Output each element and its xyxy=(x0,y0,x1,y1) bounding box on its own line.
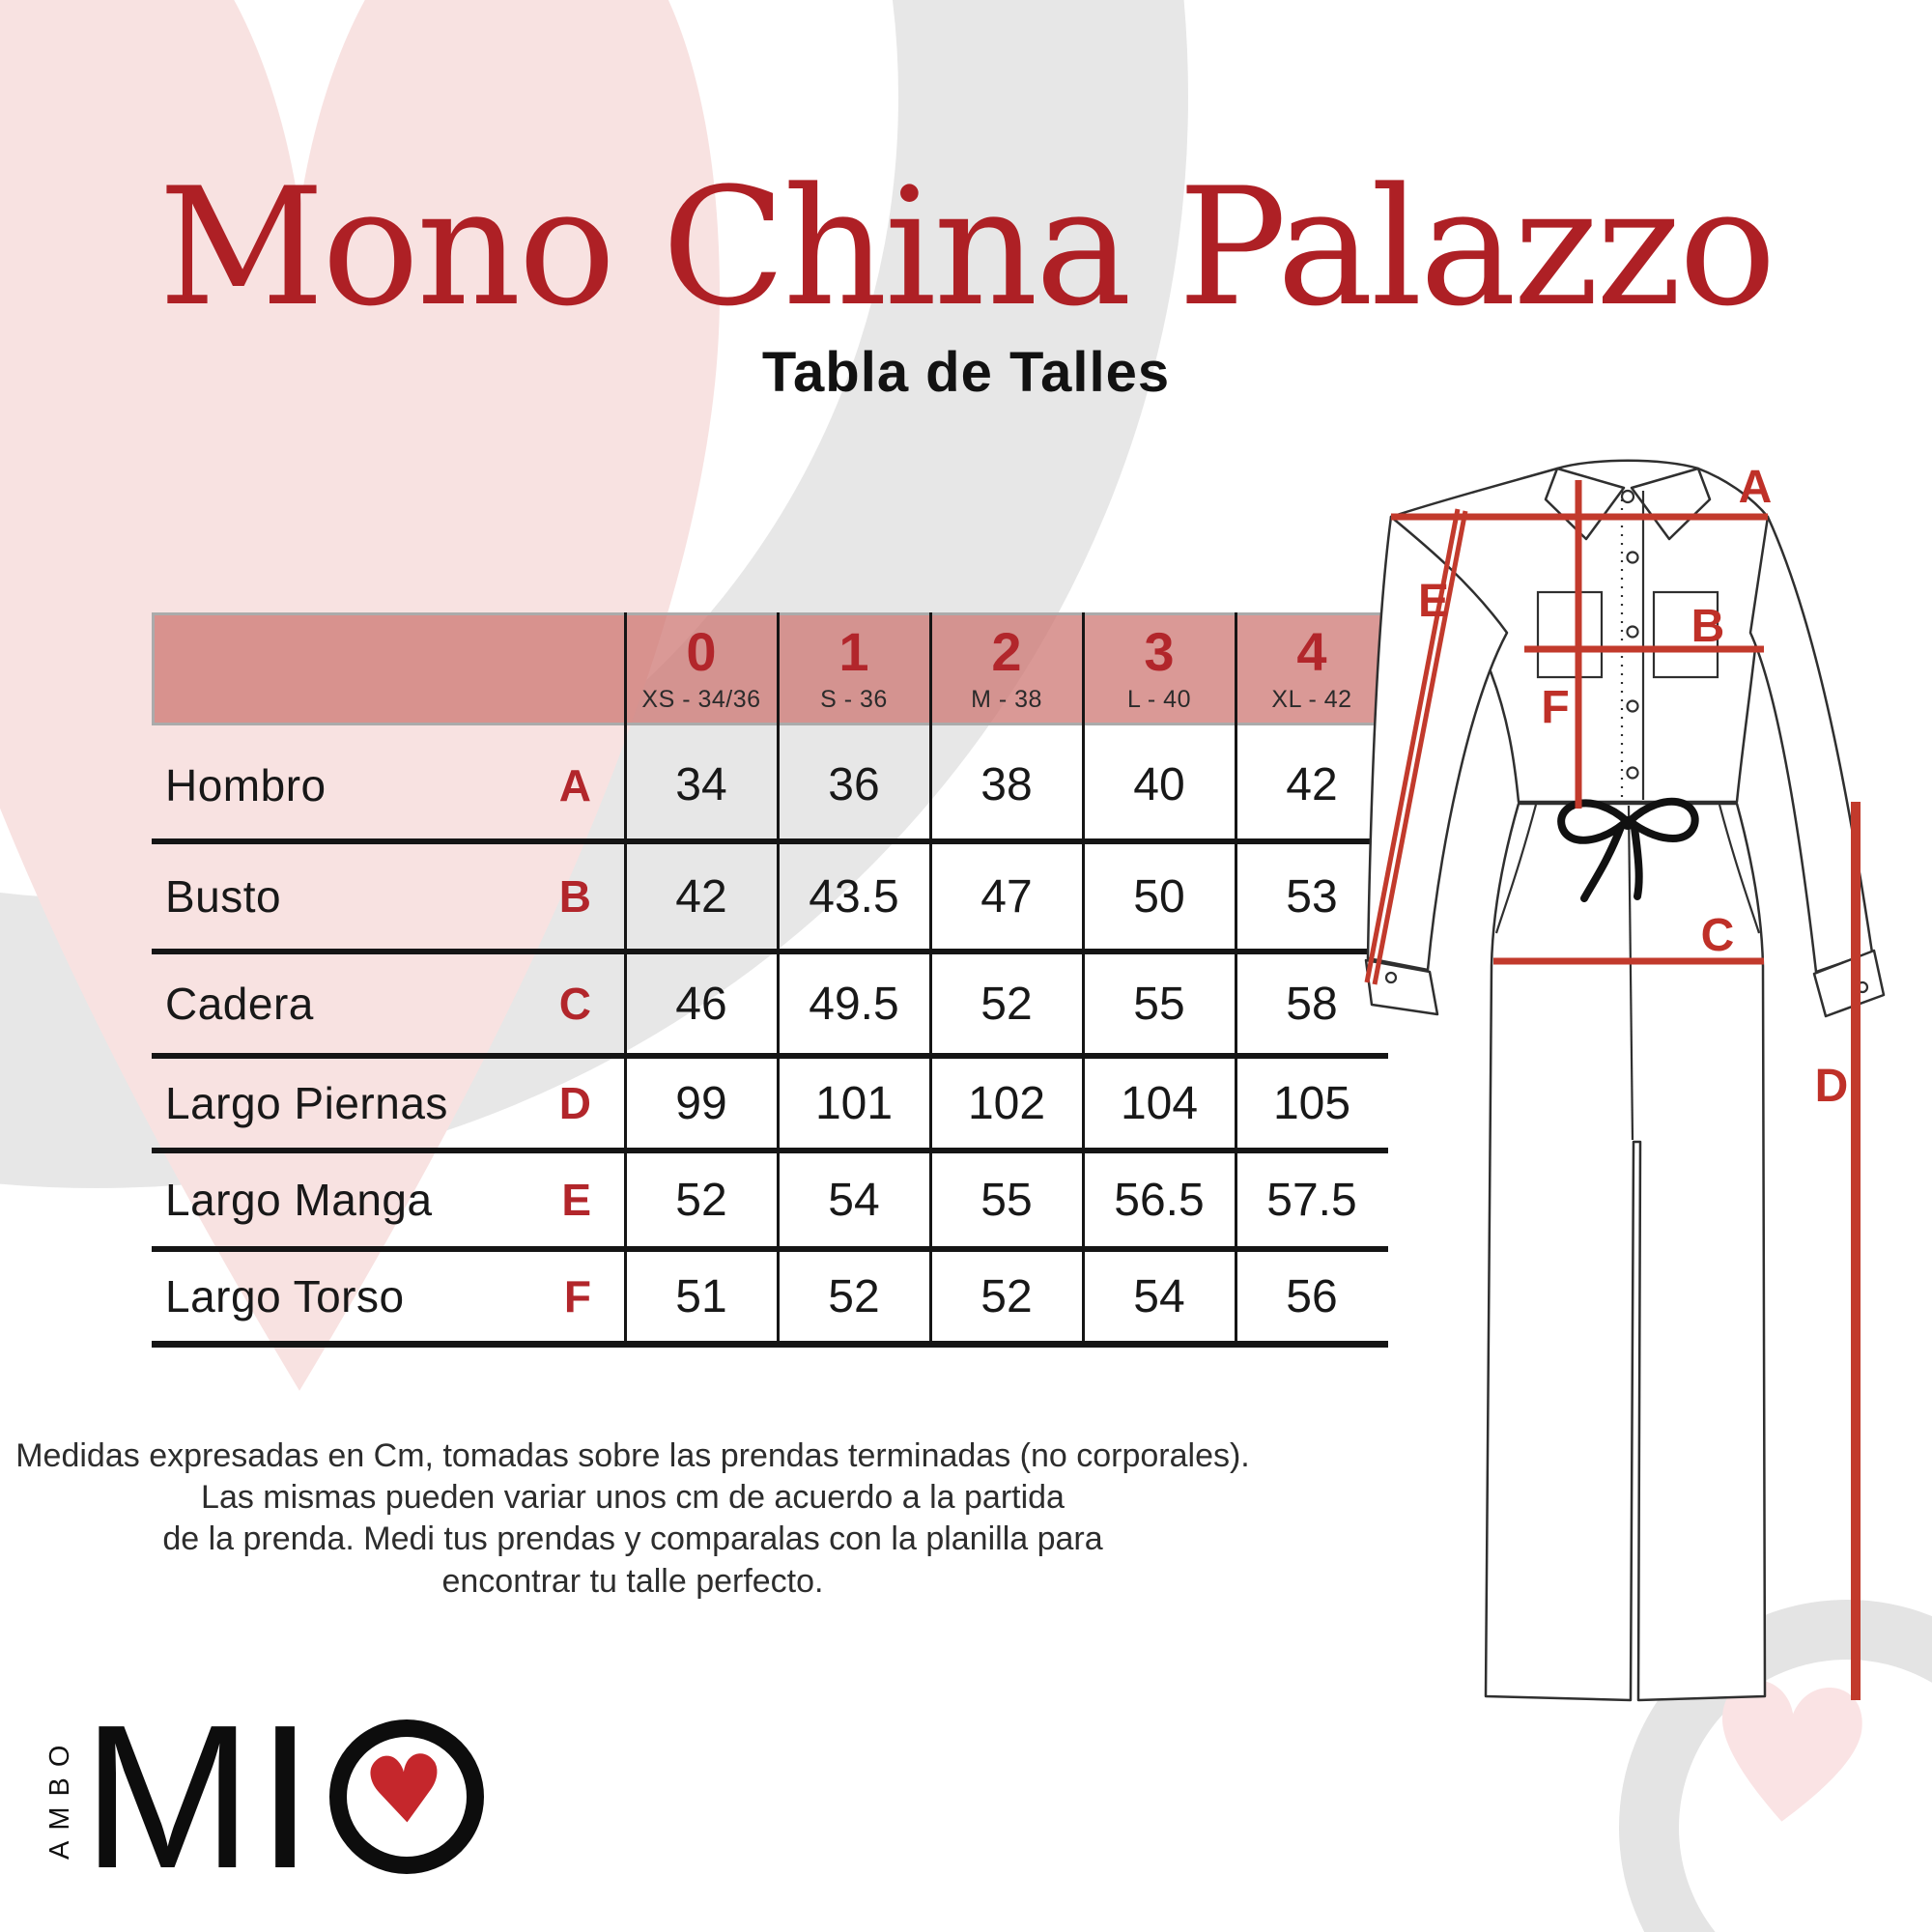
measurement-value: 102 xyxy=(967,1077,1046,1129)
bow-knot xyxy=(1621,816,1634,830)
logo-o-ring xyxy=(329,1719,484,1874)
measurement-value: 105 xyxy=(1272,1077,1351,1129)
size-number: 4 xyxy=(1296,621,1327,682)
logo-main-text: MI xyxy=(82,1682,318,1911)
measurement-value: 55 xyxy=(980,1174,1033,1226)
measurement-value: 38 xyxy=(980,759,1033,810)
size-column-header xyxy=(625,616,778,723)
measurement-value: 53 xyxy=(1286,870,1338,923)
logo-vertical-text: AMBO xyxy=(44,1734,75,1860)
size-equivalence-label: XS - 34/36 xyxy=(641,686,761,713)
page-subtitle: Tabla de Talles xyxy=(761,341,1171,404)
measurement-value: 46 xyxy=(675,978,727,1030)
measurement-value: 101 xyxy=(814,1077,894,1129)
measurement-value: 51 xyxy=(675,1270,727,1322)
measurement-value: 56.5 xyxy=(1114,1174,1205,1226)
size-column-header xyxy=(1083,616,1236,723)
measurement-value: 40 xyxy=(1133,759,1185,810)
table-row xyxy=(152,844,1388,949)
footnote-line: encontrar tu talle perfecto. xyxy=(441,1562,824,1600)
table-row xyxy=(152,954,1388,1053)
measurement-name: Hombro xyxy=(165,759,327,810)
logo-heart-icon: ♥ xyxy=(358,1733,450,1848)
table-row xyxy=(152,1153,1388,1246)
diagram-label-E: E xyxy=(1417,576,1450,627)
footnote-line: Las mismas pueden variar unos cm de acuerdo a la partida xyxy=(201,1479,1065,1517)
size-equivalence-label: S - 36 xyxy=(820,686,888,713)
measurement-letter: A xyxy=(558,759,591,810)
diagram-label-D: D xyxy=(1814,1061,1849,1112)
measurement-value: 58 xyxy=(1286,978,1338,1030)
size-column-header xyxy=(930,616,1083,723)
size-number: 0 xyxy=(686,621,717,682)
measurement-name: Cadera xyxy=(165,979,314,1029)
measurement-value: 42 xyxy=(675,870,727,923)
measurement-value: 104 xyxy=(1120,1077,1199,1129)
measurement-letter: E xyxy=(561,1175,591,1225)
jumpsuit-diagram xyxy=(1350,444,1932,1729)
measurement-value: 42 xyxy=(1286,759,1338,810)
measurement-letter: C xyxy=(558,979,591,1029)
diagram-label-C: C xyxy=(1700,910,1735,961)
table-row xyxy=(152,1252,1388,1341)
diagram-label-F: F xyxy=(1541,682,1570,733)
size-equivalence-label: L - 40 xyxy=(1126,686,1191,713)
size-column-header xyxy=(778,616,930,723)
diagram-label-B: B xyxy=(1690,601,1725,652)
page-title: Mono China Palazzo xyxy=(158,153,1774,342)
size-equivalence-label: M - 38 xyxy=(971,686,1042,713)
measurement-value: 57.5 xyxy=(1266,1174,1357,1226)
measurement-letter: B xyxy=(558,871,591,922)
measurement-value: 54 xyxy=(1133,1270,1185,1322)
measurement-value: 56 xyxy=(1286,1270,1338,1322)
measurement-value: 47 xyxy=(980,870,1033,923)
brand-logo xyxy=(44,1682,484,1911)
measurement-value: 36 xyxy=(828,759,880,810)
footnote-line: Medidas expresadas en Cm, tomadas sobre las prendas terminadas (no corporales). xyxy=(15,1437,1250,1474)
measurement-value: 50 xyxy=(1133,870,1185,923)
table-row xyxy=(152,1059,1388,1148)
measurement-name: Largo Manga xyxy=(165,1175,433,1225)
table-row xyxy=(152,731,1388,838)
measurement-value: 52 xyxy=(675,1174,727,1226)
size-number: 1 xyxy=(838,621,869,682)
measurement-letter: F xyxy=(563,1271,591,1321)
measurement-value: 34 xyxy=(675,759,727,810)
measurement-value: 99 xyxy=(675,1077,727,1129)
measurement-value: 52 xyxy=(828,1270,880,1322)
measurement-value: 43.5 xyxy=(809,870,899,923)
footnote-line: de la prenda. Medi tus prendas y comparalas con la planilla para xyxy=(162,1520,1103,1558)
footnote xyxy=(0,1435,1265,1603)
size-number: 3 xyxy=(1144,621,1175,682)
table-horizontal-line xyxy=(152,1341,1388,1348)
measurement-name: Largo Torso xyxy=(165,1271,405,1321)
size-equivalence-label: XL - 42 xyxy=(1271,686,1352,713)
measurement-value: 49.5 xyxy=(809,978,899,1030)
diagram-label-A: A xyxy=(1738,462,1773,513)
measurement-name: Busto xyxy=(165,871,282,922)
bow-tail-right xyxy=(1634,828,1639,896)
size-table xyxy=(152,612,1388,1348)
measurement-name: Largo Piernas xyxy=(165,1078,448,1128)
measurement-value: 55 xyxy=(1133,978,1185,1030)
measurement-letter: D xyxy=(558,1078,591,1128)
measurement-value: 52 xyxy=(980,1270,1033,1322)
measurement-value: 52 xyxy=(980,978,1033,1030)
measurement-value: 54 xyxy=(828,1174,880,1226)
size-number: 2 xyxy=(991,621,1022,682)
